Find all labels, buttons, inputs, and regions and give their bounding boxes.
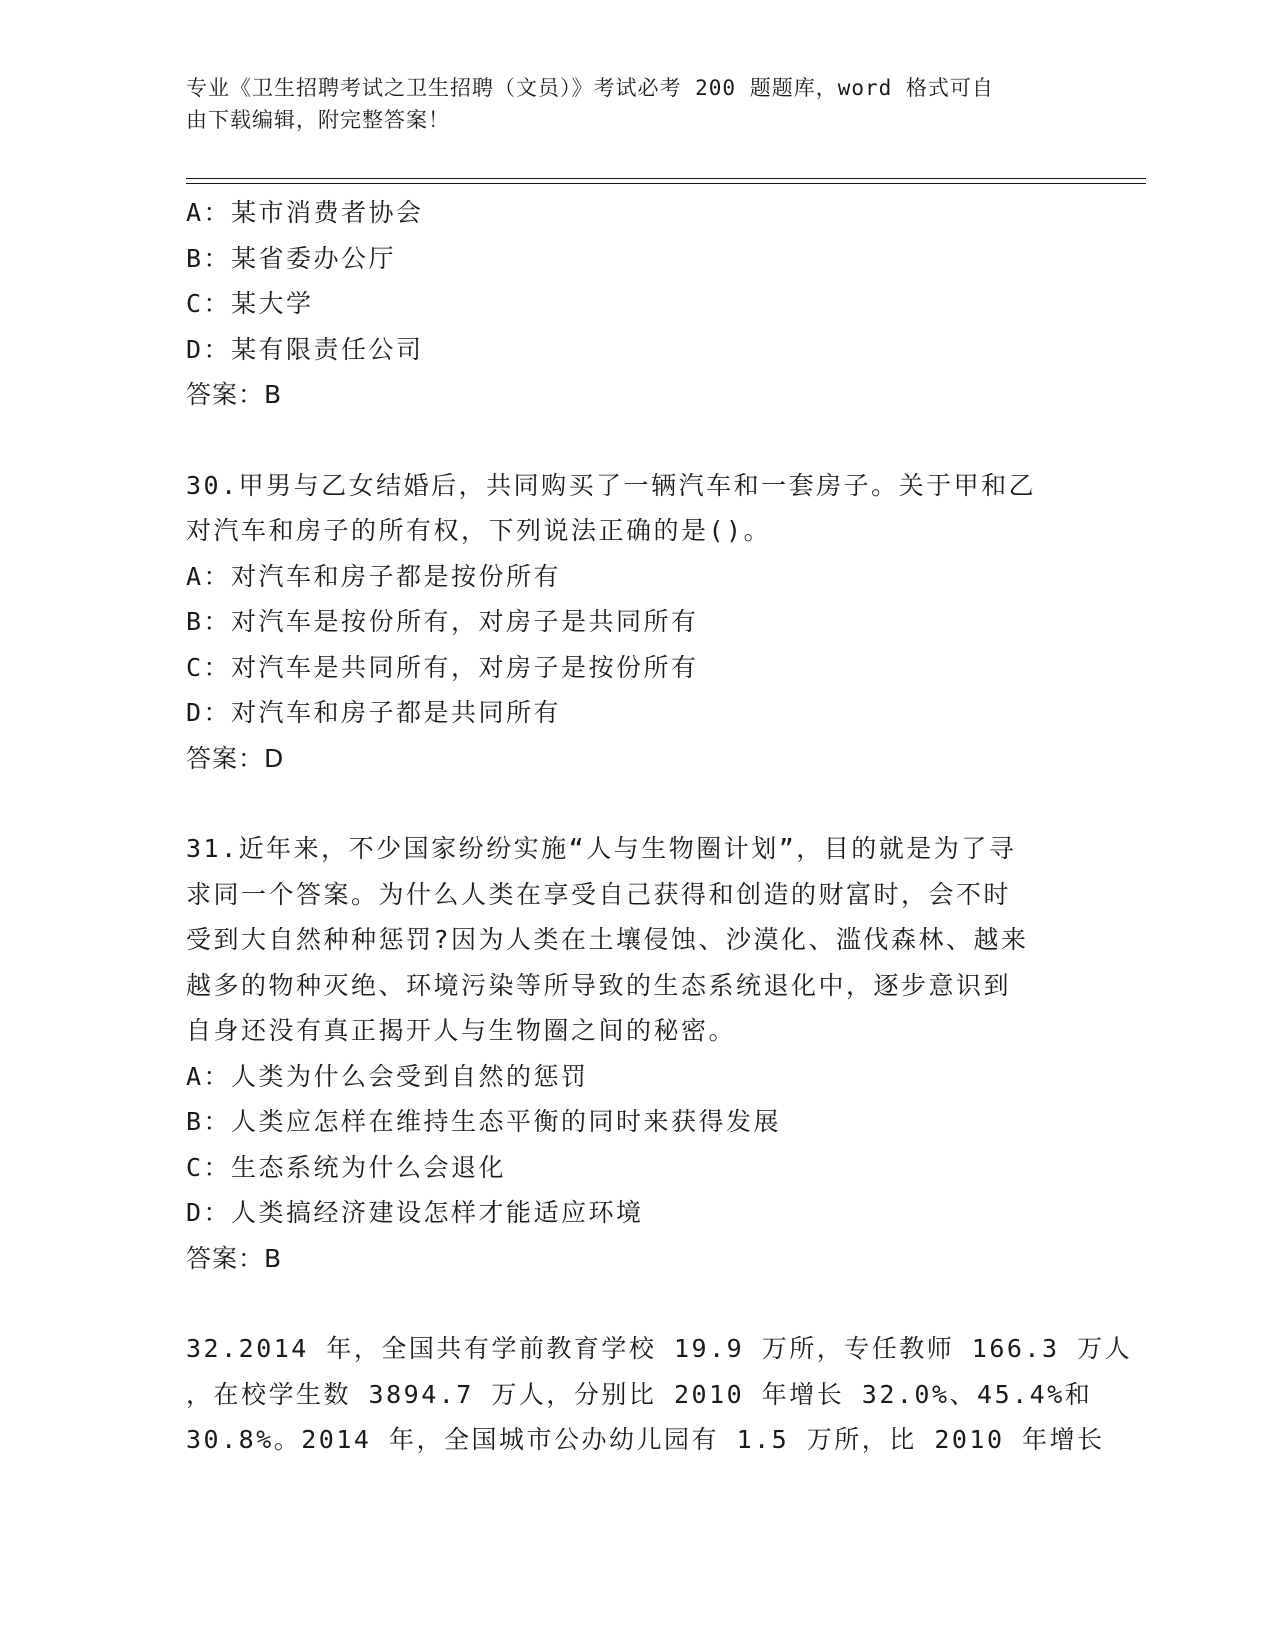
option-d: D：对汽车和房子都是共同所有 xyxy=(186,698,562,727)
question-30 xyxy=(186,463,1086,782)
stem-line: 对汽车和房子的所有权，下列说法正确的是()。 xyxy=(186,516,772,545)
question-31 xyxy=(186,826,1086,1281)
stem-line: 31.近年来，不少国家纷纷实施“人与生物圈计划”，目的就是为了寻 xyxy=(186,834,1017,863)
document-header xyxy=(186,72,1066,136)
option-c: C：某大学 xyxy=(186,289,314,318)
answer-line: 答案：B xyxy=(186,380,283,409)
stem-line: 求同一个答案。为什么人类在享受自己获得和创造的财富时，会不时 xyxy=(186,879,1012,909)
option-a: A：某市消费者协会 xyxy=(186,198,424,227)
question-29-tail xyxy=(186,190,1086,418)
stem-line: 30.甲男与乙女结婚后，共同购买了一辆汽车和一套房子。关于甲和乙 xyxy=(186,470,1037,500)
header-divider-bottom xyxy=(186,183,1146,184)
answer-line: 答案：D xyxy=(186,743,285,773)
stem-line: 30.8%。2014 年，全国城市公办幼儿园有 1.5 万所，比 2010 年增长 xyxy=(186,1425,1105,1454)
question-stem xyxy=(186,826,1086,1054)
stem-line: 自身还没有真正揭开人与生物圈之间的秘密。 xyxy=(186,1016,737,1045)
option-b: B：对汽车是按份所有，对房子是共同所有 xyxy=(186,607,699,636)
stem-line: 32.2014 年，全国共有学前教育学校 19.9 万所，专任教师 166.3 万人 xyxy=(186,1334,1133,1363)
option-d: D：某有限责任公司 xyxy=(186,334,424,364)
spacer xyxy=(186,781,1086,826)
option-b: B：某省委办公厅 xyxy=(186,243,397,273)
header-line-1: 专业《卫生招聘考试之卫生招聘（文员）》考试必考 200 题题库，word 格式可自 xyxy=(186,76,994,100)
header-divider-top xyxy=(186,178,1146,179)
question-stem xyxy=(186,1326,1133,1463)
option-b: B：人类应怎样在维持生态平衡的同时来获得发展 xyxy=(186,1107,782,1136)
stem-line: 受到大自然种种惩罚?因为人类在土壤侵蚀、沙漠化、滥伐森林、越来 xyxy=(186,925,1029,954)
document-body xyxy=(186,190,1133,1463)
option-c: C：生态系统为什么会退化 xyxy=(186,1152,507,1182)
question-32 xyxy=(186,1326,1133,1463)
stem-line: ，在校学生数 3894.7 万人，分别比 2010 年增长 32.0%、45.4%和 xyxy=(186,1379,1093,1409)
stem-line: 越多的物种灭绝、环境污染等所导致的生态系统退化中，逐步意识到 xyxy=(186,970,1012,1000)
header-line-2: 由下载编辑，附完整答案！ xyxy=(186,108,450,132)
spacer xyxy=(186,418,1086,463)
option-d: D：人类搞经济建设怎样才能适应环境 xyxy=(186,1198,644,1227)
option-a: A：人类为什么会受到自然的惩罚 xyxy=(186,1061,589,1091)
spacer xyxy=(186,1281,1086,1326)
option-a: A：对汽车和房子都是按份所有 xyxy=(186,561,562,591)
option-c: C：对汽车是共同所有，对房子是按份所有 xyxy=(186,652,699,682)
question-stem xyxy=(186,463,1086,554)
answer-line: 答案：B xyxy=(186,1243,283,1273)
